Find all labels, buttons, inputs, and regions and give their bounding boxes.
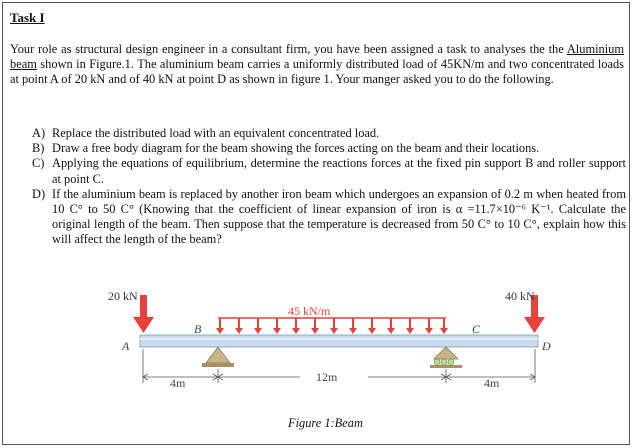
dim-right-label: 4m: [484, 376, 500, 390]
dim-mid-label: 12m: [316, 370, 338, 384]
task-label: D): [32, 186, 46, 201]
dim-left-label: 4m: [170, 376, 186, 390]
figure-caption: Figure 1:Beam: [288, 416, 363, 430]
task-title: Task I: [10, 10, 45, 25]
task-label: C): [32, 156, 45, 171]
task-text: Draw a free body diagram for the beam showing the forces acting on the beam and their locations.: [52, 141, 540, 156]
intro-paragraph: [10, 42, 624, 88]
task-text: Applying the equations of equilibrium, determine the reactions forces at the fixed pin support B and roller support at point C.: [52, 156, 626, 186]
point-a-label: A: [122, 339, 130, 353]
task-text: If the aluminium beam is replaced by another iron beam which undergoes an expansion of 0.2 m when heated from 10 C° to 50 C° (Knowing that the coefficient of linear expansion of iron is α =11.7×10⁻⁶ K⁻¹. Calculate the original length of the beam. Then suppose that the temperature is decreased from 50 C° to 10 C°, explain how this will affect the length of the beam?: [52, 186, 626, 247]
beam-figure: [100, 283, 580, 403]
task-label: A): [32, 126, 46, 140]
dimension-lines: [143, 349, 535, 383]
task-item-a: [32, 126, 626, 141]
pin-support-b: [202, 347, 234, 367]
udl-arrows: [216, 318, 448, 334]
task-text: Replace the distributed load with an equivalent concentrated load.: [52, 126, 380, 140]
intro-text-1: Your role as structural design engineer in a consultant firm, you have been assigned a task to analyses the the: [10, 42, 564, 56]
task-item-c: [32, 156, 626, 186]
point-b-label: B: [194, 322, 202, 336]
roller-support-c: [430, 347, 462, 368]
load-d-label: 40 kN: [505, 289, 535, 303]
beam: [140, 335, 538, 347]
task-item-b: [32, 141, 626, 156]
task-list: [32, 126, 626, 248]
point-d-label: D: [542, 339, 551, 353]
point-c-label: C: [472, 322, 481, 336]
load-a-label: 20 kN: [108, 289, 138, 303]
task-item-d: [32, 187, 626, 248]
task-label: B): [32, 141, 45, 156]
udl-label: 45 kN/m: [288, 304, 331, 318]
aluminium-beam-link: Aluminium beam: [10, 42, 624, 72]
intro-text-2: shown in Figure.1. The aluminium beam carries a uniformly distributed load of 45KN/m and two concentrated loads at point A of 20 kN and of 40 kN at point D as shown in figure 1. Your manger asked you to do the following.: [10, 57, 624, 87]
